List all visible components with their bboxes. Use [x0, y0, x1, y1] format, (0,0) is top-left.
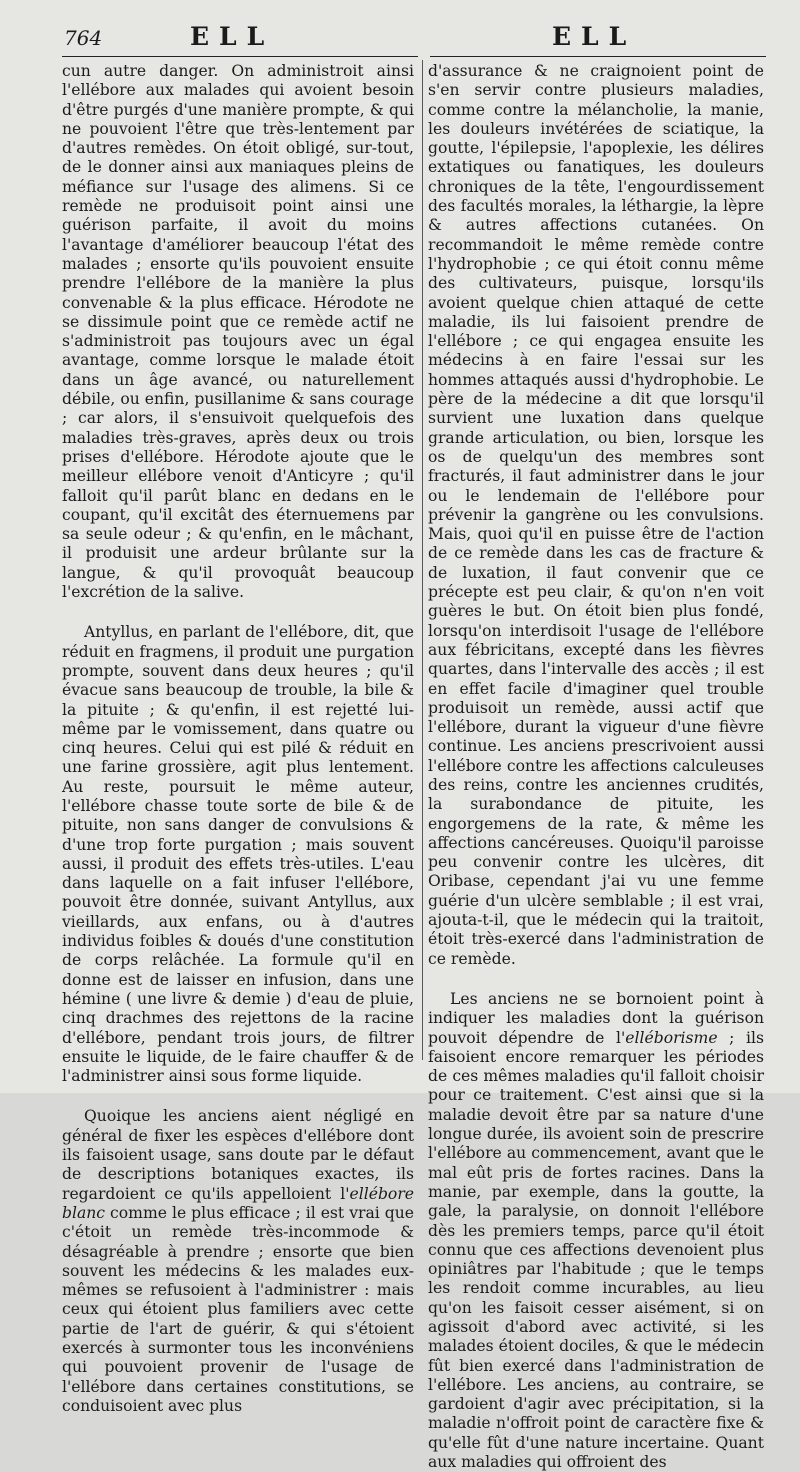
header-rule-left [62, 56, 418, 57]
left-paragraph-1: cun autre danger. On administroit ainsi l'ellébore aux malades qui avoient besoin d'être purgés d'une manière prompte, & qui ne pouvoient l'être que très-lentement par d'autres remèdes. On étoit obligé, sur-tout, de le donner ainsi aux maniaques pleins de méfiance sur l'usage des alimens. Si ce remède ne produisoit point ainsi une guérison parfaite, il avoit du moins l'avantage d'améliorer beaucoup l'état des malades ; ensorte qu'ils pouvoient ensuite prendre l'ellébore de la manière la plus convenable & la plus efficace. Hérodote ne se dissimule point que ce remède actif ne s'administroit pas toujours avec un égal avantage, comme lorsque le malade étoit dans un âge avancé, ou naturellement débile, ou enfin, pusillanime & sans courage ; car alors, il s'ensuivoit quelquefois des maladies très-graves, après deux ou trois prises d'ellébore. Hérodote ajoute que le meilleur ellébore venoit d'Anticyre ; qu'il falloit qu'il parût blanc en dedans en le coupant, qu'il excitât des éternuemens par sa seule odeur ; & qu'enfin, en le mâchant, il produisit une ardeur brûlante sur la langue, & qu'il provoquât beaucoup l'excrétion de la salive. [62, 62, 414, 602]
left-paragraph-2: Antyllus, en parlant de l'ellébore, dit, que réduit en fragmens, il produit une purgation prompte, souvent dans deux heures ; qu'il évacue sans beaucoup de trouble, la bile & la pituite ; & qu'enfin, il est rejetté lui-même par le vomissement, dans quatre ou cinq heures. Celui qui est pilé & réduit en une farine grossière, agit plus lentement. Au reste, poursuit le même auteur, l'ellébore chasse toute sorte de bile & de pituite, non sans danger de convulsions & d'une trop forte purgation ; mais souvent aussi, il produit des effets très-utiles. L'eau dans laquelle on a fait infuser l'ellébore, pouvoit être donnée, suivant Antyllus, aux vieillards, aux enfans, ou à d'autres individus foibles & doués d'une constitution de corps relâchée. La formule qu'il en donne est de laisser en infusion, dans une hémine ( une livre & demie ) d'eau de pluie, cinq drachmes des rejettons de la racine d'ellébore, pendant trois jours, de filtrer ensuite le liquide, de le faire chauffer & de l'administrer ainsi sous forme liquide. [62, 623, 414, 1086]
header-rule-right [430, 56, 766, 57]
right-column [428, 62, 764, 1472]
left-column [62, 62, 414, 1416]
page-number: 764 [64, 26, 103, 50]
left-paragraph-3-part-a: Quoique les anciens aient négligé en général de fixer les espèces d'ellébore dont ils faisoient usage, sans doute par le défaut de descriptions botaniques exactes, ils regardoient ce qu'ils appelloient l' [62, 1107, 414, 1203]
right-paragraph-2 [428, 990, 764, 1472]
italic-term-ellebore-blanc: ellébore blanc [62, 1184, 414, 1222]
right-paragraph-1: d'assurance & ne craignoient point de s'en servir contre plusieurs maladies, comme contre la mélancholie, la manie, les douleurs invétérées de sciatique, la goutte, l'épilepsie, l'apoplexie, les délires extatiques ou fanatiques, les douleurs chroniques de la tête, l'engourdissement des facultés morales, la léthargie, la lèpre & autres affections cutanées. On recommandoit le même remède contre l'hydrophobie ; ce qui étoit connu même des cultivateurs, puisque, lorsqu'ils avoient quelque chien attaqué de cette maladie, ils lui faisoient prendre de l'ellébore ; ce qui engagea ensuite les médecins à en faire l'essai sur les hommes attaqués aussi d'hydrophobie. Le père de la médecine a dit que lorsqu'il survient une luxation dans quelque grande articulation, ou bien, lorsque les os de quelqu'un des membres sont fracturés, il faut administrer dans le jour ou le lendemain de l'ellébore pour prévenir la gangrène ou les convulsions. Mais, quoi qu'il en puisse être de l'action de ce remède dans les cas de fracture & de luxation, il faut convenir que ce précepte est peu clair, & qu'on n'en voit guères le but. On étoit bien plus fondé, lorsqu'on interdisoit l'usage de l'ellébore aux fébricitans, excepté dans les fièvres quartes, dans l'intervalle des accès ; il est en effet facile d'imaginer quel trouble produisoit un remède, aussi actif que l'ellébore, durant la vigueur d'une fièvre continue. Les anciens prescrivoient aussi l'ellébore contre les affections calculeuses des reins, contre les anciennes crudités, la surabondance de pituite, les engorgemens de la rate, & même les affections cancéreuses. Quoiqu'il paroisse peu convenir contre les ulcères, dit Oribase, cependant j'ai vu une femme guérie d'un ulcère semblable ; il est vrai, ajouta-t-il, que le médecin qui la traitoit, étoit très-exercé dans l'administration de ce remède. [428, 62, 764, 968]
italic-term-elleborisme: elléborisme [625, 1028, 718, 1047]
right-paragraph-2-part-a: Les anciens ne se bornoient point à indiquer les maladies dont la guérison pouvoit dépendre de l' [428, 989, 764, 1047]
running-head-right: ELL [552, 22, 637, 51]
left-paragraph-3-part-b: comme le plus efficace ; il est vrai que c'étoit un remède très-incommode & désagréable à prendre ; ensorte que bien souvent les médecins & les malades eux-mêmes se refusoient à l'administrer : mais ceux qui étoient plus familiers avec cette partie de l'art de guérir, & qui s'étoient exercés à surmonter tous les inconvéniens qui pouvoient provenir de l'usage de l'ellébore dans certaines constitutions, se conduisoient avec plus [62, 1203, 414, 1415]
running-head-left: ELL [190, 22, 275, 51]
right-paragraph-2-part-b: ; ils faisoient encore remarquer les périodes de ces mêmes maladies qu'il falloit choisir pour ce traitement. C'est ainsi que si la maladie devoit être par sa nature d'une longue durée, ils avoient soin de prescrire l'ellébore au commencement, avant que le mal eût pris de fortes racines. Dans la manie, par exemple, dans la goutte, la gale, la paralysie, on donnoit l'ellébore dès les premiers temps, parce qu'il étoit connu que ces affections devenoient plus opiniâtres par l'habitude ; que le temps les rendoit comme incurables, au lieu qu'on les faisoit cesser aisément, si on agissoit d'abord avec activité, si les malades étoient dociles, & que le médecin fût bien exercé dans l'administration de l'ellébore. Les anciens, au contraire, se gardoient d'agir avec précipitation, si la maladie n'offroit point de caractère fixe & qu'elle fût d'une nature incertaine. Quant aux maladies qui offroient des [428, 1028, 764, 1472]
left-paragraph-3 [62, 1107, 414, 1416]
column-divider [422, 60, 423, 1060]
